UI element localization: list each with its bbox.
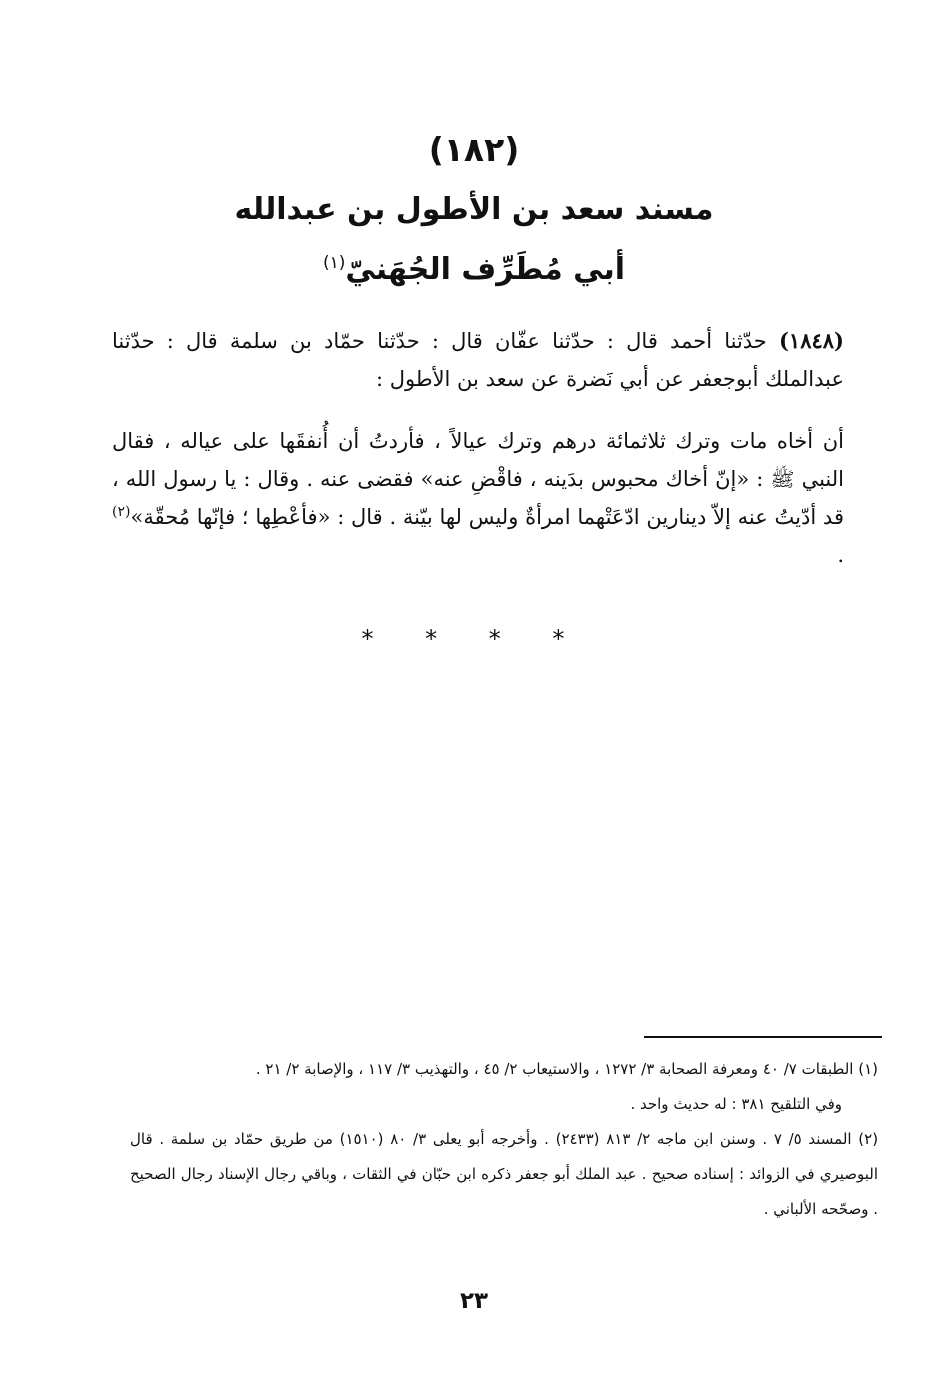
matn-text-end: : «إنّ أخاك محبوس بدَينه ، فاقْضِ عنه» فقضى عنه . وقال : يا رسول الله ، قد أدّيتُ عنه إلاّ دينارين ادّعَتْهما امرأةٌ وليس لها بيّنة . قال : «فأعْطِها ؛ فإنّها مُحقّة» [112, 467, 844, 529]
footnote-2: (٢) المسند ٥/ ٧ . وسنن ابن ماجه ٢/ ٨١٣ (٢٤٣٣) . وأخرجه أبو يعلى ٣/ ٨٠ (١٥١٠) من طريق حمّاد بن سلمة . قال البوصيري في الزوائد : إسناده صحيح . عبد الملك أبو جعفر ذكره ابن حبّان في الثقات ، وباقي رجال الإسناد رجال الصحيح . وصحّحه الألباني . [130, 1130, 879, 1218]
section-separator: * * * * [361, 625, 587, 653]
matn-footnote-ref: (٢) [112, 504, 131, 520]
salawat-ligature: ﷺ [770, 467, 795, 491]
footnote-1: (١) الطبقات ٧/ ٤٠ ومعرفة الصحابة ٣/ ١٢٧٢ ، والاستيعاب ٢/ ٤٥ ، والتهذيب ٣/ ١١٧ ، والإصابة ٢/ ٢١ . [255, 1060, 878, 1078]
chapter-title-line-2 [0, 248, 948, 292]
chapter-number: (١٨٢) [428, 130, 520, 169]
hadith-number: (١٨٤٨) [778, 328, 844, 353]
title-footnote-ref: (١) [322, 253, 346, 273]
matn-final-stop: . [837, 543, 844, 567]
hadith-isnad-paragraph [112, 322, 844, 398]
hadith-matn-paragraph [112, 422, 844, 574]
footnote-1-continuation: وفي التلقيح ٣٨١ : له حديث واحد . [630, 1095, 842, 1113]
chapter-title-line-1: مسند سعد بن الأطول بن عبدالله [234, 192, 714, 227]
isnad-text: حدّثنا أحمد قال : حدّثنا عفّان قال : حدّثنا حمّاد بن سلمة قال : حدّثنا عبدالملك أبوجعفر عن أبي نَضرة عن سعد بن الأطول : [112, 329, 844, 391]
footnotes-block [130, 1052, 878, 1227]
footnote-divider [644, 1036, 882, 1038]
matn-text-start: أن أخاه مات وترك ثلاثمائة درهم وترك عيالاً ، فأردتُ أن أُنفقَها على عياله ، فقال النبي [112, 429, 844, 491]
page-number: ٢٣ [459, 1288, 489, 1314]
chapter-title-text: أبي مُطَرِّف الجُهَنيّ [345, 252, 626, 287]
